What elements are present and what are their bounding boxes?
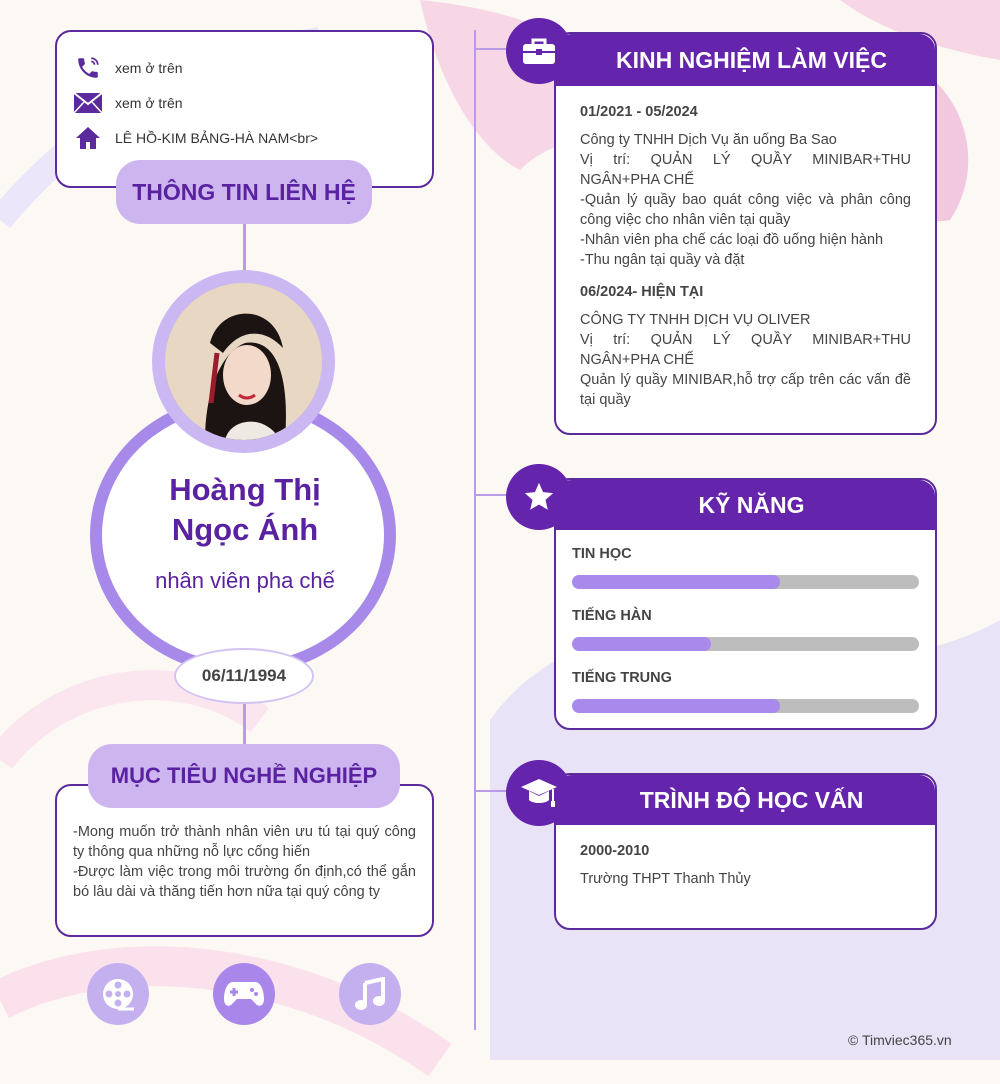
briefcase-icon — [506, 18, 572, 84]
skill-bar — [572, 575, 919, 589]
phone-icon — [73, 56, 103, 80]
job-title: nhân viên pha chế — [155, 568, 335, 593]
timeline-connector — [474, 48, 510, 50]
name-line-2: Ngọc Ánh — [171, 512, 319, 547]
job-period: 06/2024- HIỆN TẠI — [580, 284, 704, 300]
job-duty: Quản lý quầy MINIBAR,hỗ trợ cấp trên các vấn đề tại quầy — [580, 372, 911, 408]
education-period: 2000-2010 — [580, 843, 650, 859]
music-note-icon — [339, 963, 401, 1025]
contact-phone: xem ở trên — [115, 59, 183, 76]
job-entry — [580, 102, 911, 270]
timeline-connector — [474, 790, 510, 792]
skill-bar-fill — [572, 575, 780, 589]
connector-line — [243, 224, 246, 274]
candidate-name — [100, 470, 390, 550]
job-duty: -Nhân viên pha chế các loại đồ uống hiện hành — [580, 232, 884, 248]
skill-item — [572, 670, 919, 732]
contact-email-row — [73, 85, 416, 120]
job-period: 01/2021 - 05/2024 — [580, 104, 698, 120]
experience-section-title: KINH NGHIỆM LÀM VIỆC — [556, 34, 935, 86]
birthdate: 06/11/1994 — [174, 648, 314, 704]
skill-label: TIẾNG TRUNG — [572, 670, 672, 686]
skills-card — [554, 478, 937, 730]
skill-bar-fill — [572, 699, 780, 713]
gamepad-icon — [213, 963, 275, 1025]
experience-body — [556, 86, 935, 410]
graduation-cap-icon — [506, 760, 572, 826]
skill-item — [572, 546, 919, 608]
envelope-icon — [73, 91, 103, 115]
avatar — [165, 283, 322, 440]
home-icon — [73, 126, 103, 150]
star-icon — [506, 464, 572, 530]
education-school: Trường THPT Thanh Thủy — [580, 871, 751, 887]
skill-bar — [572, 637, 919, 651]
skill-label: TIẾNG HÀN — [572, 608, 652, 624]
contact-email: xem ở trên — [115, 94, 183, 111]
skill-item — [572, 608, 919, 670]
job-entry — [580, 282, 911, 410]
timeline-connector — [474, 494, 510, 496]
avatar-frame — [152, 270, 335, 453]
contact-phone-row — [73, 50, 416, 85]
skill-bar — [572, 699, 919, 713]
job-position: Vị trí: QUẢN LÝ QUẦY MINIBAR+THU NGÂN+PHA CHẾ — [580, 152, 911, 188]
objective-line-2: -Được làm việc trong môi trường ổn định,có thể gắn bó lâu dài và thăng tiến hơn nữa tại quý công ty — [73, 864, 416, 900]
copyright: © Timviec365.vn — [848, 1032, 952, 1048]
contact-address: LÊ HỒ-KIM BẢNG-HÀ NAM<br> — [115, 129, 319, 146]
education-body — [556, 825, 935, 889]
name-line-1: Hoàng Thị — [169, 472, 321, 507]
objective-line-1: -Mong muốn trở thành nhân viên ưu tú tại quý công ty thông qua những nỗ lực cống hiến — [73, 824, 416, 860]
skill-bar-fill — [572, 637, 711, 651]
job-duty: -Quản lý quầy bao quát công việc và phân công công việc cho nhân viên tại quầy — [580, 192, 911, 228]
skills-list — [556, 530, 935, 732]
connector-line — [243, 704, 246, 746]
skill-label: TIN HỌC — [572, 546, 632, 562]
education-card — [554, 773, 937, 930]
film-reel-icon — [87, 963, 149, 1025]
timeline-line — [474, 30, 476, 1030]
skills-section-title: KỸ NĂNG — [556, 480, 935, 530]
job-position: Vị trí: QUẢN LÝ QUẦY MINIBAR+THU NGÂN+PHA CHẾ — [580, 332, 911, 368]
contact-section-title: THÔNG TIN LIÊN HỆ — [116, 160, 372, 224]
job-company: Công ty TNHH Dịch Vụ ăn uống Ba Sao — [580, 132, 837, 148]
job-duty: -Thu ngân tại quầy và đặt — [580, 252, 745, 268]
job-company: CÔNG TY TNHH DỊCH VỤ OLIVER — [580, 312, 811, 328]
education-section-title: TRÌNH ĐỘ HỌC VẤN — [556, 775, 935, 825]
objective-section-title: MỤC TIÊU NGHỀ NGHIỆP — [88, 744, 400, 808]
experience-card — [554, 32, 937, 435]
contact-address-row — [73, 120, 416, 155]
